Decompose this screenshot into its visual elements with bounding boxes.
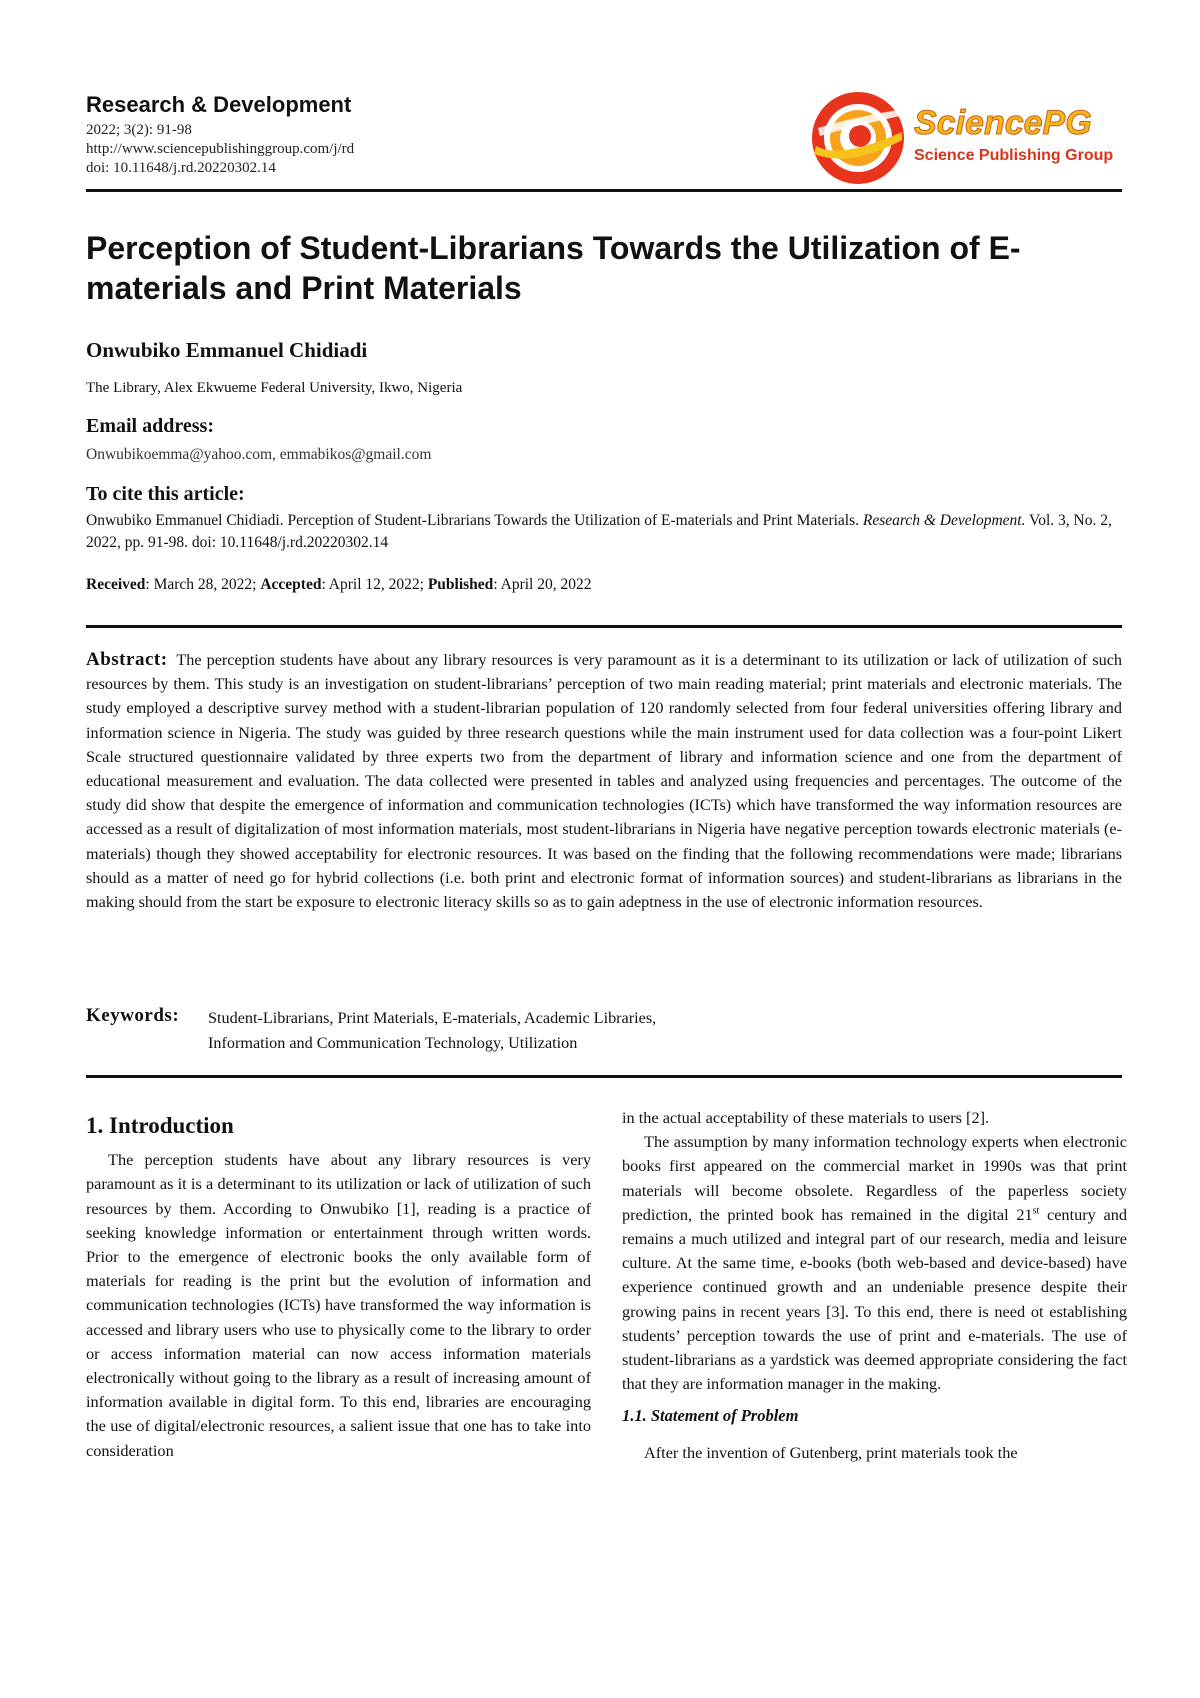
right-paragraph-1	[622, 1130, 1127, 1396]
keywords-bottom-rule	[86, 1075, 1122, 1078]
keywords-list	[208, 1006, 808, 1055]
subsection-heading-statement-of-problem: 1.1. Statement of Problem	[622, 1406, 799, 1426]
abstract-text: The perception students have about any library resources is very paramount as it is a determinant to its utilization or lack of utilization of such resources by them. This study is an investigation on student-librarians’ perception of two main reading material; print materials and electronic materials. The study employed a descriptive survey method with a student-librarian population of 120 randomly selected from four federal universities offering library and information science in Nigeria. The study was guided by three research questions while the main instrument used for data collection was a four-point Likert Scale structured questionnaire validated by three experts two from the department of library and information science and one from the department of educational measurement and evaluation. The data collected were presented in tables and analyzed using frequencies and percentages. The outcome of the study did show that despite the emergence of information and communication technologies (ICTs) which have transformed the way information resources are accessed as a result of digitalization of most information materials, most student-librarians in Nigeria have negative perception towards electronic materials (e-materials) though they showed acceptability for electronic resources. It was based on the finding that the following recommendations were made; librarians should as a matter of need go for hybrid collections (i.e. both print and electronic format of information sources) and student-librarians as librarians in the making should from the start be exposure to electronic literacy skills so as to gain adeptness in the use of electronic information resources.	[86, 651, 1123, 912]
published-label: Published	[427, 576, 494, 593]
logo-subtitle: Science Publishing Group	[914, 147, 1114, 164]
intro-paragraph-1: The perception students have about any library resources is very paramount as it is a determinant to its utilization or lack of utilization of such resources by them. According to Onwubiko [1], reading is a practice of seeking knowledge information or entertainment through written words. Prior to the emergence of electronic books the only available form of materials for reading is the print but the evolution of information and communication technologies (ICTs) have transformed the way information is accessed and library users who use to physically come to the library to order or access information material can now access information materials electronically without going to the library as a result of increasing amount of information available in digital form. To this end, libraries are encouraging the use of digital/electronic resources, a salient issue that one has to take into consideration	[86, 1150, 591, 1460]
journal-issue: 2022; 3(2): 91-98	[86, 122, 192, 138]
section-heading-introduction: 1. Introduction	[86, 1113, 234, 1138]
journal-url[interactable]: http://www.sciencepublishinggroup.com/j/rd	[86, 141, 355, 157]
citation-journal: Research & Development.	[862, 512, 1026, 529]
keywords-label: Keywords:	[86, 1005, 180, 1026]
cite-heading: To cite this article:	[86, 483, 245, 505]
sciencepg-logo	[810, 88, 1130, 188]
accepted-label: Accepted	[260, 576, 322, 593]
header-rule	[86, 189, 1122, 192]
body-right-column	[622, 1106, 1127, 1465]
journal-name: Research & Development	[86, 92, 352, 117]
abstract-top-rule	[86, 625, 1122, 628]
journal-meta	[86, 121, 354, 178]
citation-details: Vol. 3, No. 2, 2022, pp. 91-98. doi: 10.11648/j.rd.20220302.14	[86, 512, 1112, 551]
right-paragraph-1-b: century and remains a much utilized and integral part of our research, media and leisure culture. At the same time, e-books (both web-based and device-based) have experience continued growth and an undeniable presence despite their growing pains in recent years [3]. To this end, there is need ot establishing students’ perception towards the use of print and e-materials. The use of student-librarians as a yardstick was deemed appropriate considering the fact that they are information manager in the making.	[622, 1204, 1127, 1394]
right-paragraph-continued: in the actual acceptability of these materials to users [2].	[622, 1108, 990, 1127]
body-left-column	[86, 1100, 591, 1463]
abstract	[86, 648, 1122, 914]
author-name: Onwubiko Emmanuel Chidiadi	[86, 338, 368, 362]
abstract-label: Abstract:	[86, 649, 168, 670]
logo-swirl-icon	[812, 92, 904, 184]
received-label: Received	[86, 576, 146, 593]
received-date: : March 28, 2022;	[145, 576, 261, 593]
right-paragraph-2: After the invention of Gutenberg, print materials took the	[644, 1442, 1018, 1462]
article-doi[interactable]: doi: 10.11648/j.rd.20220302.14	[86, 160, 276, 176]
citation-text	[86, 510, 1122, 554]
right-paragraph-1-a: The assumption by many information technology experts when electronic books first appeared on the commercial market in 1990s was that print materials will become obsolete. Regardless of the paperless society prediction, the printed book has remained in the digital 21	[622, 1132, 1127, 1224]
email-heading: Email address:	[86, 415, 214, 437]
article-dates	[86, 576, 591, 594]
keywords-line-1: Student-Librarians, Print Materials, E-materials, Academic Libraries,	[208, 1009, 657, 1027]
keywords-line-2: Information and Communication Technology, Utilization	[208, 1033, 578, 1052]
article-title: Perception of Student-Librarians Towards the Utilization of E-materials and Print Materials	[86, 230, 1021, 306]
citation-main: Onwubiko Emmanuel Chidiadi. Perception of Student-Librarians Towards the Utilization of E-materials and Print Materials.	[86, 512, 863, 529]
email-addresses[interactable]: Onwubikoemma@yahoo.com, emmabikos@gmail.com	[86, 446, 432, 463]
published-date: : April 20, 2022	[493, 576, 592, 593]
superscript-st: st	[1032, 1205, 1040, 1217]
accepted-date: : April 12, 2022;	[321, 576, 428, 593]
author-affiliation: The Library, Alex Ekwueme Federal University, Ikwo, Nigeria	[86, 380, 463, 396]
logo-brand: SciencePG	[914, 104, 1092, 142]
